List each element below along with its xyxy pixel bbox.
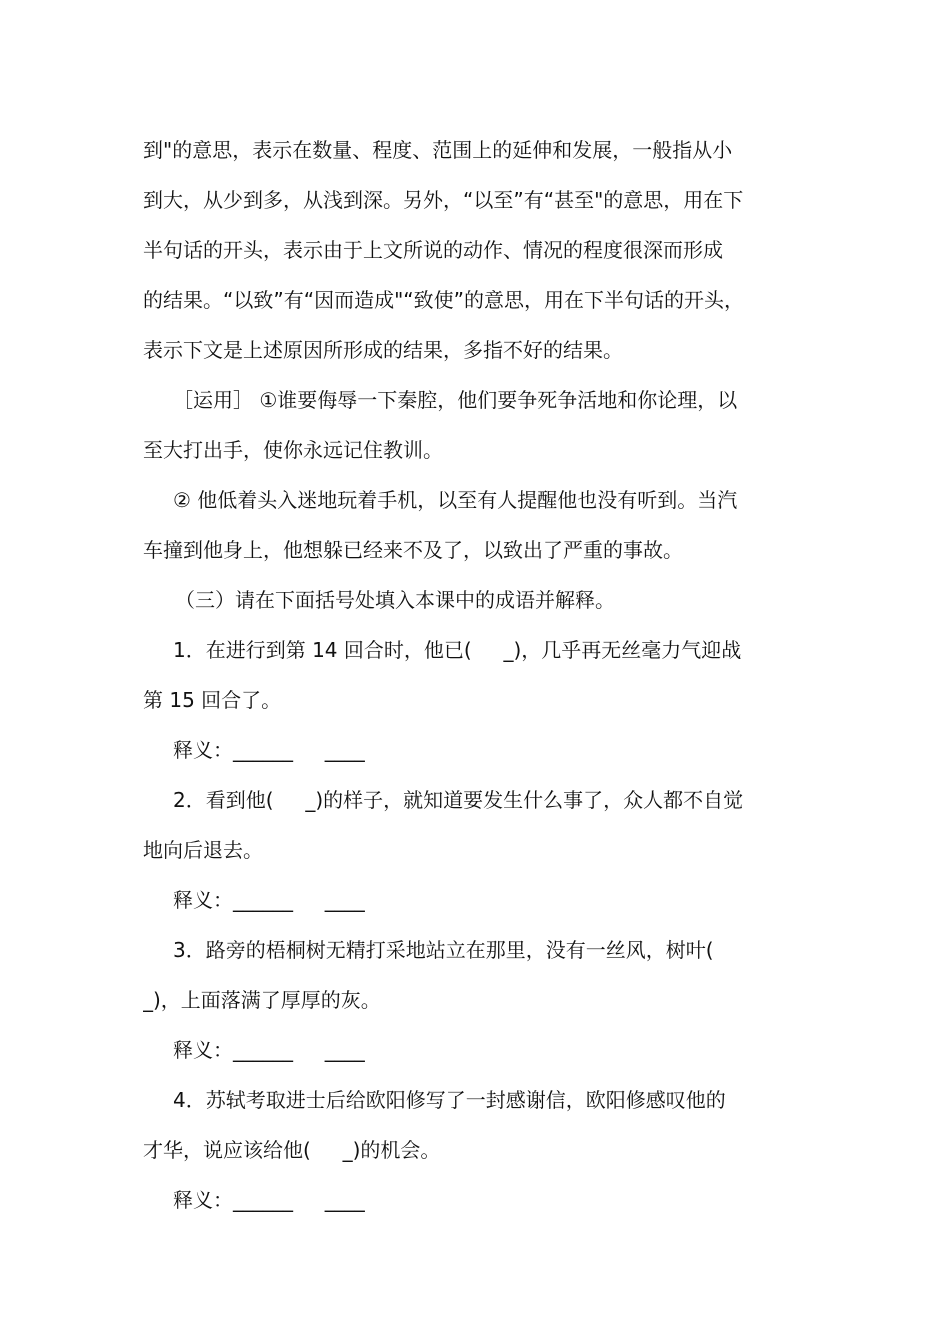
question-2	[143, 775, 808, 875]
answer-line-2	[143, 875, 808, 925]
text-line: 地向后退去。	[143, 838, 263, 862]
text-line: 释义：______ ____	[173, 738, 365, 762]
question-4	[143, 1075, 808, 1175]
text-line: 第 15 回合了。	[143, 688, 282, 712]
question-1	[143, 625, 808, 725]
text-line: 释义：______ ____	[173, 1188, 365, 1212]
text-line: 到"的意思，表示在数量、程度、范围上的延伸和发展，一般指从小	[143, 138, 733, 162]
text-line: 车撞到他身上，他想躲已经来不及了，以致出了严重的事故。	[143, 538, 683, 562]
text-line: 半句话的开头，表示由于上文所说的动作、情况的程度很深而形成	[143, 238, 723, 262]
paragraph-yizhi-explanation	[143, 125, 808, 375]
text-line: 释义：______ ____	[173, 1038, 365, 1062]
answer-line-4	[143, 1175, 808, 1225]
text-line: 至大打出手，使你永远记住教训。	[143, 438, 443, 462]
text-line: 1．在进行到第 14 回合时，他已( _)，几乎再无丝毫力气迎战	[173, 638, 742, 662]
text-line: _)，上面落满了厚厚的灰。	[143, 988, 381, 1012]
text-line: 到大，从少到多，从浅到深。另外，“以至”有“甚至"的意思，用在下	[143, 188, 744, 212]
document-page	[143, 125, 808, 1225]
text-line: 才华，说应该给他( _)的机会。	[143, 1138, 441, 1162]
answer-line-1	[143, 725, 808, 775]
text-line: 3．路旁的梧桐树无精打采地站立在那里，没有一丝风，树叶(	[173, 938, 714, 962]
text-line: ［运用］ ①谁要侮辱一下秦腔，他们要争死争活地和你论理，以	[173, 388, 738, 412]
paragraph-usage-example-1	[143, 375, 808, 475]
text-line: ② 他低着头入迷地玩着手机，以至有人提醒他也没有听到。当汽	[173, 488, 738, 512]
text-line: 4．苏轼考取进士后给欧阳修写了一封感谢信，欧阳修感叹他的	[173, 1088, 726, 1112]
text-line: 的结果。“以致”有“因而造成"“致使”的意思，用在下半句话的开头，	[143, 288, 745, 312]
text-line: （三）请在下面括号处填入本课中的成语并解释。	[175, 588, 615, 612]
answer-line-3	[143, 1025, 808, 1075]
text-line: 2．看到他( _)的样子，就知道要发生什么事了，众人都不自觉	[173, 788, 744, 812]
text-line: 释义：______ ____	[173, 888, 365, 912]
question-3	[143, 925, 808, 1025]
paragraph-usage-example-2	[143, 475, 808, 575]
text-line: 表示下文是上述原因所形成的结果，多指不好的结果。	[143, 338, 623, 362]
section-heading	[143, 575, 808, 625]
